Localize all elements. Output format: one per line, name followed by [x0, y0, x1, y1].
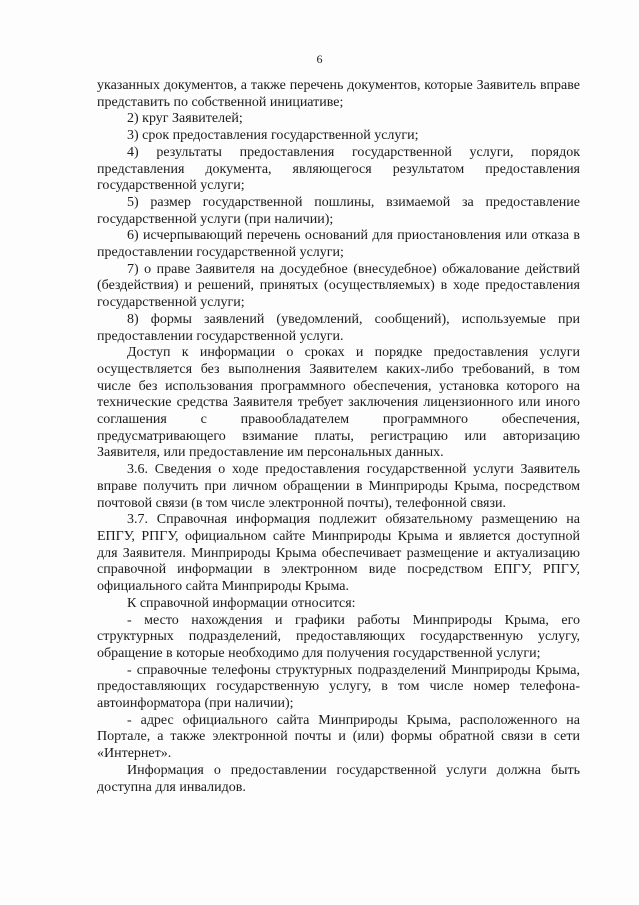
document-body — [97, 78, 580, 796]
paragraph-10: 3.6. Сведения о ходе предоставления государственной услуги Заявитель вправе получить при личном обращении в Минприроды Крыма, посредством почтовой связи (в том числе электронной почты), телефонной связи. — [97, 462, 580, 511]
paragraph-2: 2) круг Заявителей; — [127, 111, 243, 127]
page-number: 6 — [316, 52, 323, 66]
paragraph-6: 6) исчерпывающий перечень оснований для приостановления или отказа в предоставлении государственной услуги; — [97, 228, 580, 261]
paragraph-1: указанных документов, а также перечень документов, которые Заявитель вправе представить по собственной инициативе; — [97, 78, 580, 110]
paragraph-7: 7) о праве Заявителя на досудебное (внесудебное) обжалование действий (бездействия) и решений, принятых (осуществляемых) в ходе предоставления государственной услуги; — [97, 261, 580, 311]
paragraph-15: - адрес официального сайта Минприроды Крыма, расположенного на Портале, а также электронной почты и (или) формы обратной связи в сети «Интернет». — [97, 712, 580, 762]
paragraph-13: - место нахождения и графики работы Минприроды Крыма, его структурных подразделений, предоставляющих государственную услугу, обращение в которые необходимо для получения государственной услуги; — [97, 612, 580, 661]
paragraph-12: К справочной информации относится: — [127, 595, 356, 611]
paragraph-16: Информация о предоставлении государственной услуги должна быть доступна для инвалидов. — [97, 762, 580, 795]
paragraph-5: 5) размер государственной пошлины, взимаемой за предоставление государственной услуги (при наличии); — [97, 194, 580, 227]
paragraph-4: 4) результаты предоставления государственной услуги, порядок представления документа, являющегося результатом предоставления государственной услуги; — [97, 144, 580, 194]
paragraph-11: 3.7. Справочная информация подлежит обязательному размещению на ЕПГУ, РПГУ, официальном сайте Минприроды Крыма и является доступной для Заявителя. Минприроды Крыма обеспечивает размещение и актуализацию справочной информации в электронном виде посредством ЕПГУ, РПГУ, официального сайта Минприроды Крыма. — [97, 512, 580, 595]
paragraph-9: Доступ к информации о сроках и порядке предоставления услуги осуществляется без выполнения Заявителем каких-либо требований, в том числе без использования программного обеспечения, установка которого на технические средства Заявителя требует заключения лицензионного или иного соглашения с правообладателем программного обеспечения, предусматривающего взимание платы, регистрацию или авторизацию Заявителя, или предоставление им персональных данных. — [97, 345, 580, 461]
paragraph-8: 8) формы заявлений (уведомлений, сообщений), используемые при предоставлении государственной услуги. — [97, 311, 580, 344]
paragraph-3: 3) срок предоставления государственной услуги; — [127, 128, 419, 144]
paragraph-14: - справочные телефоны структурных подразделений Минприроды Крыма, предоставляющих государственную услугу, в том числе номер телефона-автоинформатора (при наличии); — [97, 662, 580, 712]
